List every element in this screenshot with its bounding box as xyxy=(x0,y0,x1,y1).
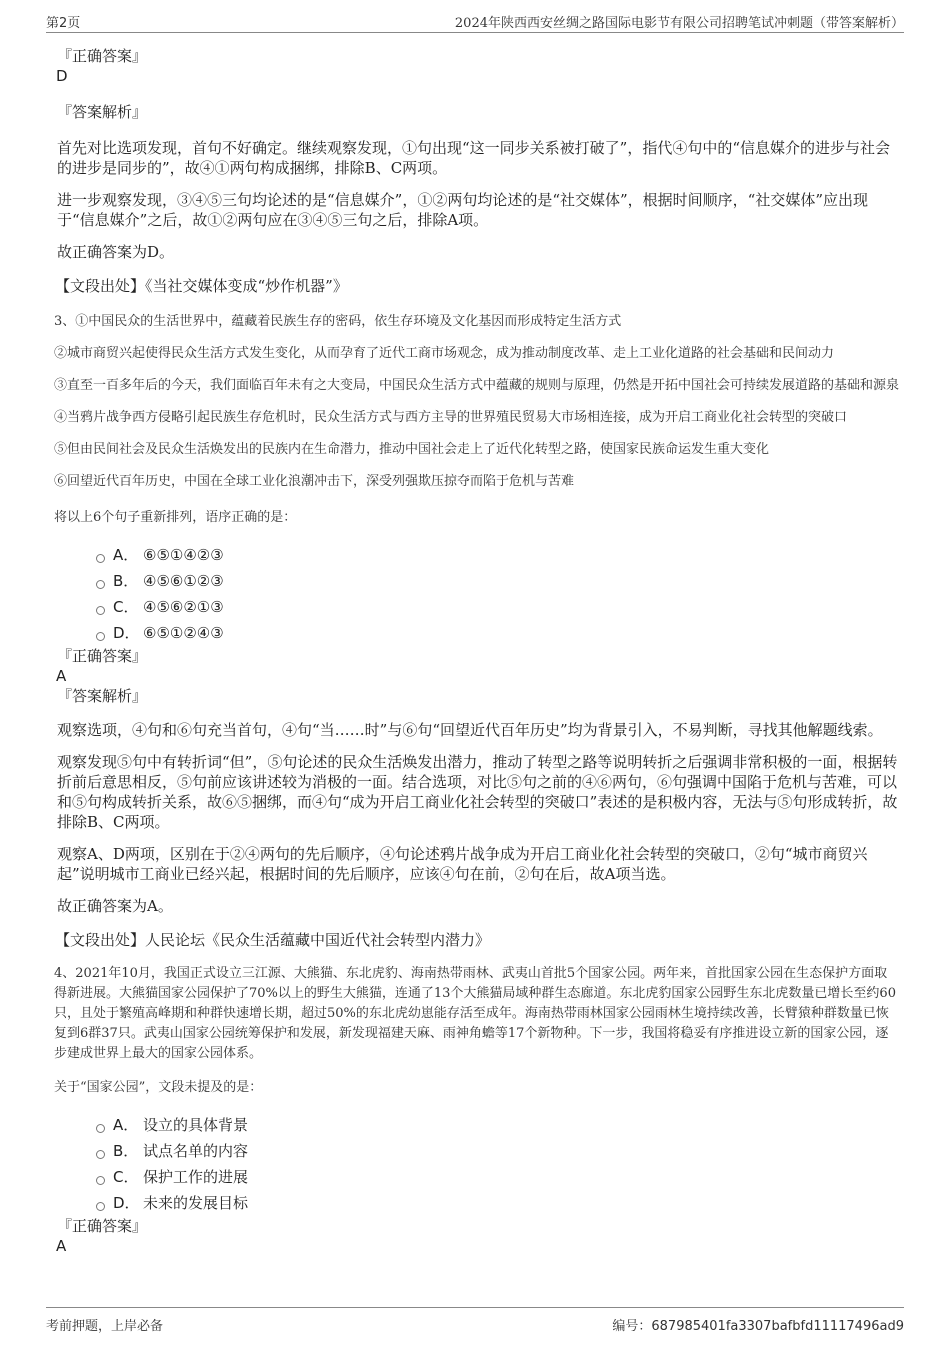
option-a[interactable] xyxy=(96,542,900,568)
radio-icon[interactable] xyxy=(96,1202,105,1211)
question-sentence: ④当鸦片战争西方侵略引起民族生存危机时，民众生活方式与西方主导的世界殖民贸易大市场相连接，成为开启工商业化社会转型的突破口 xyxy=(54,410,848,425)
option-letter: C． xyxy=(113,598,139,616)
question-sentence: ⑥回望近代百年历史，中国在全球工业化浪潮冲击下，深受列强欺压掠夺而陷于危机与苦难 xyxy=(54,474,575,489)
correct-answer-value: A xyxy=(56,1237,67,1255)
option-text: ④⑤⑥②①③ xyxy=(143,598,224,616)
analysis-paragraph: 故正确答案为A。 xyxy=(57,897,173,915)
radio-icon[interactable] xyxy=(96,606,105,615)
radio-icon[interactable] xyxy=(96,554,105,563)
footer-rule xyxy=(46,1307,904,1308)
question-prompt: 关于“国家公园”，文段未提及的是： xyxy=(54,1080,263,1095)
option-text: 保护工作的进展 xyxy=(143,1168,249,1186)
correct-answer-label: 『正确答案』 xyxy=(57,647,148,665)
option-letter: A． xyxy=(113,1116,139,1134)
option-c[interactable] xyxy=(96,1164,900,1190)
option-letter: C． xyxy=(113,1168,139,1186)
analysis-paragraph: 观察A、D两项，区别在于②④两句的先后顺序，④句论述鸦片战争成为开启工商业化社会转型的突破口，②句“城市商贸兴起”说明城市工商业已经兴起，根据时间的先后顺序，应该④句在前，②句在后，故A项当选。 xyxy=(57,845,868,883)
option-text: 未来的发展目标 xyxy=(143,1194,249,1212)
source-citation: 【文段出处】《当社交媒体变成“炒作机器”》 xyxy=(55,277,348,295)
analysis-paragraph: 故正确答案为D。 xyxy=(57,243,175,261)
header-rule xyxy=(46,32,904,33)
document-body xyxy=(54,46,900,1256)
correct-answer-value: A xyxy=(56,667,67,685)
radio-icon[interactable] xyxy=(96,580,105,589)
correct-answer-value: D xyxy=(56,67,68,85)
question-sentence: 3、①中国民众的生活世界中，蕴藏着民族生存的密码，依生存环境及文化基因而形成特定生活方式 xyxy=(54,314,622,329)
correct-answer-label: 『正确答案』 xyxy=(57,1217,148,1235)
option-list xyxy=(96,542,900,646)
analysis-paragraph: 观察发现⑤句中有转折词“但”，⑤句论述的民众生活焕发出潜力，推动了转型之路等说明转折之后强调非常积极的一面，根据转折前后意思相反，⑤句前应该讲述较为消极的一面。结合选项，对比⑤句之前的④⑥两句，⑥句强调中国陷于危机与苦难，可以和⑤句构成转折关系，故⑥⑤捆绑，而④句“成为开启工商业化社会转型的突破口”表述的是积极内容，无法与⑤句形成转折，故排除B、C两项。 xyxy=(57,753,898,831)
option-text: 试点名单的内容 xyxy=(143,1142,249,1160)
question-sentence: ②城市商贸兴起使得民众生活方式发生变化，从而孕育了近代工商市场观念，成为推动制度改革、走上工业化道路的社会基础和民间动力 xyxy=(54,346,835,361)
question-sentence: ③直至一百多年后的今天，我们面临百年未有之大变局，中国民众生活方式中蕴藏的规则与原理，仍然是开拓中国社会可持续发展道路的基础和源泉 xyxy=(54,378,900,393)
document-title: 2024年陕西西安丝绸之路国际电影节有限公司招聘笔试冲刺题（带答案解析） xyxy=(454,16,904,31)
radio-icon[interactable] xyxy=(96,632,105,641)
footer-serial: 编号：687985401fa3307bafbfd11117496ad9 xyxy=(612,1319,904,1334)
analysis-paragraph: 进一步观察发现，③④⑤三句均论述的是“信息媒介”，①②两句均论述的是“社交媒体”，根据时间顺序，“社交媒体”应出现于“信息媒介”之后，故①②两句应在③④⑤三句之后，排除A项。 xyxy=(57,191,869,229)
option-text: ⑥⑤①②④③ xyxy=(143,624,224,642)
question-sentence: ⑤但由民间社会及民众生活焕发出的民族内在生命潜力，推动中国社会走上了近代化转型之路，使国家民族命运发生重大变化 xyxy=(54,442,770,457)
option-letter: B． xyxy=(113,1142,139,1160)
option-c[interactable] xyxy=(96,594,900,620)
option-list xyxy=(96,1112,900,1216)
option-b[interactable] xyxy=(96,568,900,594)
option-a[interactable] xyxy=(96,1112,900,1138)
option-letter: B． xyxy=(113,572,139,590)
option-letter: D． xyxy=(113,1194,140,1212)
page-footer xyxy=(0,1305,950,1345)
source-citation: 【文段出处】人民论坛《民众生活蕴藏中国近代社会转型内潜力》 xyxy=(55,931,491,949)
option-text: 设立的具体背景 xyxy=(143,1116,249,1134)
option-d[interactable] xyxy=(96,1190,900,1216)
correct-answer-label: 『正确答案』 xyxy=(57,47,148,65)
question-prompt: 将以上6个句子重新排列，语序正确的是： xyxy=(54,510,297,525)
radio-icon[interactable] xyxy=(96,1124,105,1133)
option-text: ④⑤⑥①②③ xyxy=(143,572,224,590)
analysis-paragraph: 首先对比选项发现，首句不好确定。继续观察发现，①句出现“这一同步关系被打破了”，指代④句中的“信息媒介的进步与社会的进步是同步的”，故④①两句构成捆绑，排除B、C两项。 xyxy=(57,139,891,177)
page-number: 第2页 xyxy=(46,16,81,31)
page-header xyxy=(0,0,950,32)
question-passage: 4、2021年10月，我国正式设立三江源、大熊猫、东北虎豹、海南热带雨林、武夷山首批5个国家公园。两年来，首批国家公园在生态保护方面取得新进展。大熊猫国家公园保护了70%以上的野生大熊猫，连通了13个大熊猫局域种群生态廊道。东北虎豹国家公园野生东北虎数量已增长至约60只，且处于繁殖高峰期和种群快速增长期，超过50%的东北虎幼崽能存活至成年。海南热带雨林国家公园雨林生境持续改善，长臂猿种群数量已恢复到6群37只。武夷山国家公园统筹保护和发展，新发现福建天麻、雨神角蟾等17个新物种。下一步，我国将稳妥有序推进设立新的国家公园，逐步建成世界上最大的国家公园体系。 xyxy=(54,966,896,1061)
analysis-label: 『答案解析』 xyxy=(57,687,148,705)
analysis-paragraph: 观察选项，④句和⑥句充当首句，④句“当……时”与⑥句“回望近代百年历史”均为背景引入，不易判断，寻找其他解题线索。 xyxy=(57,721,883,739)
option-text: ⑥⑤①④②③ xyxy=(143,546,224,564)
radio-icon[interactable] xyxy=(96,1176,105,1185)
option-letter: D． xyxy=(113,624,140,642)
option-d[interactable] xyxy=(96,620,900,646)
analysis-label: 『答案解析』 xyxy=(57,103,148,121)
radio-icon[interactable] xyxy=(96,1150,105,1159)
footer-slogan: 考前押题，上岸必备 xyxy=(46,1319,164,1334)
option-letter: A． xyxy=(113,546,139,564)
option-b[interactable] xyxy=(96,1138,900,1164)
